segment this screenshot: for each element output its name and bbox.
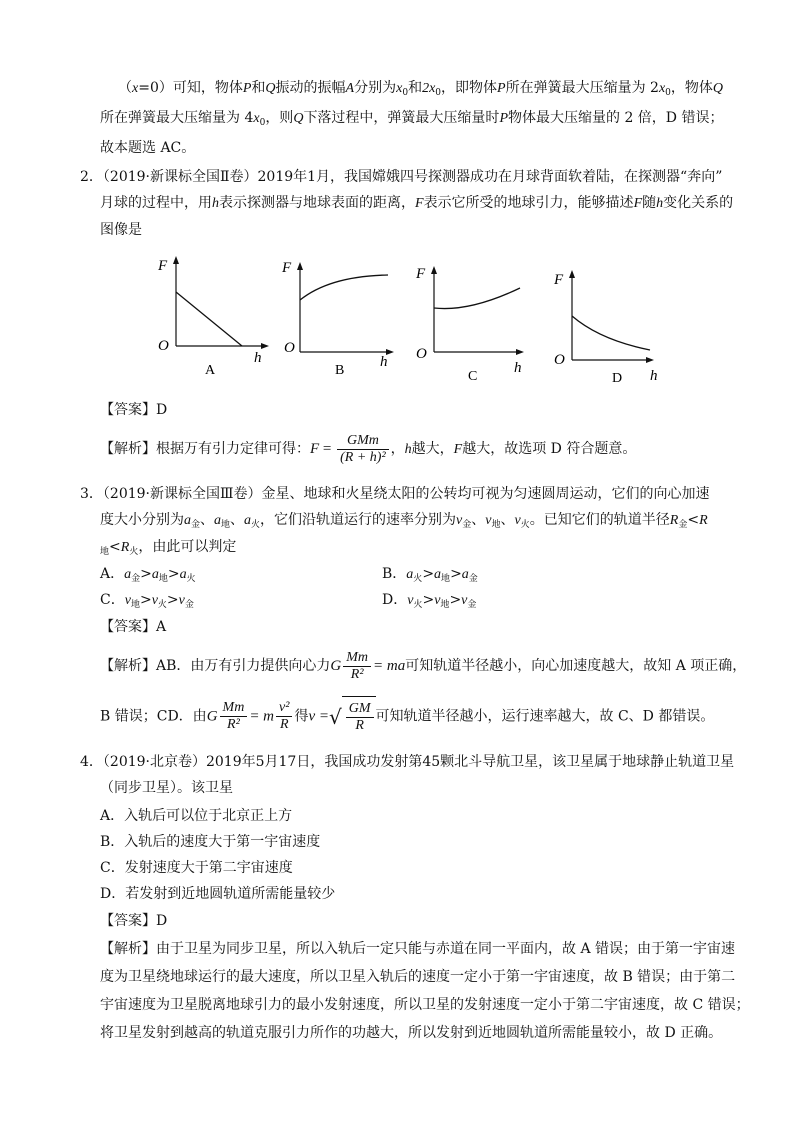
sym: v (124, 593, 131, 608)
subscript: 金 (184, 600, 194, 610)
sym: R (669, 513, 679, 528)
denominator: (R + h)² (340, 449, 386, 465)
q3-analysis-1 (100, 648, 746, 684)
subscript: 金 (678, 520, 688, 530)
q2-analysis: 【解析】根据万有引力定律可得：F = $\frac{\text{GMm}}{\text{(R + h)²}}$ ，h越大，F越大，故选项 D 符合题意。 (100, 432, 637, 465)
subscript: 0 (665, 88, 671, 98)
q3-option-c (100, 590, 194, 615)
text: F (415, 196, 424, 211)
subscript: 火 (251, 520, 261, 530)
axis-label-h: h (380, 354, 388, 370)
text: Q (265, 81, 276, 96)
text: 所在弹簧最大压缩量为 2 (505, 80, 659, 96)
axis-label-h: h (514, 360, 522, 376)
intro-line-1 (118, 78, 723, 103)
y-arrow (431, 266, 437, 274)
denominator: R² (227, 717, 240, 732)
gt: > (449, 592, 462, 608)
subscript: 火 (520, 520, 530, 530)
subscript: 金 (468, 574, 478, 584)
intro-line-3: 故本题选 AC。 (100, 140, 196, 156)
text: A (345, 81, 355, 96)
subscript: 火 (129, 547, 139, 557)
lt: < (687, 512, 700, 528)
sym: a (151, 567, 159, 582)
fraction (346, 701, 374, 734)
subscript: 金 (462, 520, 472, 530)
curve-linear (176, 292, 242, 346)
q3-line-2 (100, 510, 708, 535)
gt: > (140, 566, 152, 582)
text: 分别为 (354, 80, 397, 96)
text: 物体最大压缩量的 2 倍，D 错误； (508, 110, 724, 126)
formula-eq: = m (249, 708, 275, 725)
q4-analysis-1: 【解析】由于卫星为同步卫星，所以入轨后一定只能与赤道在同一平面内，故 A 错误；由于第一宇宙速 (100, 941, 736, 957)
sym: G (330, 658, 342, 674)
y-arrow (569, 270, 575, 278)
subscript: 火 (413, 600, 423, 610)
sym: v (434, 593, 441, 608)
numerator: Mm (220, 700, 248, 717)
graph-label: B (335, 363, 345, 378)
subscript: 火 (413, 574, 423, 584)
origin-label: O (158, 338, 169, 354)
text: 。已知它们的轨道半径 (529, 512, 670, 528)
fraction (337, 433, 389, 466)
curve-increasing (300, 275, 388, 300)
text: 变化关系的 (663, 195, 734, 211)
fraction (343, 650, 371, 683)
subscript: 金 (467, 600, 477, 610)
intro-line-2 (100, 108, 723, 133)
text: 月球的过程中，用 (100, 195, 212, 211)
origin-label: O (284, 340, 295, 356)
x-arrow (646, 357, 654, 363)
x-arrow (261, 343, 269, 349)
text: 表示探测器与地球表面的距离， (219, 195, 415, 211)
formula-eq: = (319, 441, 336, 457)
q4-option-d: D．若发射到近地圆轨道所需能量较少 (100, 886, 336, 902)
graph-label: A (205, 363, 216, 378)
q4-option-a: A．入轨后可以位于北京正上方 (100, 808, 293, 824)
subscript: 地 (130, 600, 140, 610)
sym: a (434, 567, 442, 582)
q2-line-2 (100, 193, 733, 214)
q4-option-c: C．发射速度大于第二宇宙速度 (100, 860, 293, 876)
text: h (656, 196, 664, 211)
q3-option-a (100, 564, 196, 589)
numerator: Mm (343, 650, 371, 667)
text: 下落过程中，弹簧最大压缩量时 (303, 110, 500, 126)
text: h (404, 442, 412, 457)
subscript: 0 (435, 88, 442, 98)
text: x (253, 111, 260, 126)
gt: > (167, 566, 180, 582)
subscript: 金 (131, 574, 141, 584)
text: 和 (251, 80, 266, 96)
q4-line-1: 4．（2019·北京卷）2019年5月17日，我国成功发射第45颗北斗导航卫星，该卫星属于地球静止轨道卫星 (80, 754, 735, 770)
numerator: GM (346, 701, 374, 718)
sep: 、 (230, 512, 245, 528)
q4-answer: 【答案】D (100, 913, 168, 929)
text: F (453, 442, 463, 457)
text: 得 (294, 708, 309, 725)
text: ，即物体 (441, 80, 498, 96)
sep: 、 (500, 512, 515, 528)
denominator: R (279, 717, 289, 732)
text: 越大， (411, 441, 454, 457)
sym: a (184, 513, 191, 528)
numerator: v² (276, 700, 292, 717)
gt: > (139, 592, 152, 608)
sym: a (461, 567, 469, 582)
curve-decreasing (572, 316, 650, 350)
formula-v: v = (308, 708, 329, 725)
formula-f: F (310, 441, 320, 457)
subscript: 0 (259, 118, 266, 128)
fraction (276, 700, 292, 733)
subscript: 火 (157, 600, 167, 610)
q2-line-3: 图像是 (100, 222, 142, 238)
subscript: 火 (186, 574, 196, 584)
gt: > (450, 566, 462, 582)
sym: a (214, 513, 222, 528)
sym: a (244, 513, 252, 528)
text: 所在弹簧最大压缩量为 4 (100, 110, 254, 126)
sym: R (699, 513, 708, 528)
subscript: 地 (491, 520, 501, 530)
text: ，则 (265, 110, 294, 126)
x-arrow (516, 349, 524, 355)
q3-line-3 (100, 537, 236, 562)
text: 【解析】根据万有引力定律可得： (100, 441, 310, 457)
sym: v (461, 593, 468, 608)
graph-d (550, 252, 680, 387)
q4-analysis-4: 将卫星发射到越高的轨道克服引力所作的功越大，所以发射到近地圆轨道所需能量较小，故 D 正确。 (100, 1025, 723, 1041)
gt: > (166, 592, 179, 608)
q4-line-2: （同步卫星）。该卫星 (100, 780, 233, 796)
sym: v (151, 593, 158, 608)
graph-label: D (612, 371, 623, 386)
q3-answer: 【答案】A (100, 619, 167, 635)
label: A． (100, 566, 125, 582)
formula-eq: = ma (373, 658, 406, 674)
text: P (497, 81, 506, 96)
axis-label-f: F (554, 272, 564, 288)
curve-rising (434, 288, 520, 309)
q3-option-b (382, 564, 478, 589)
label: D． (382, 592, 408, 608)
numerator: GMm (337, 433, 389, 450)
text: x (658, 81, 666, 96)
q4-analysis-2: 度为卫星绕地球运行的最大速度，所以卫星入轨后的速度一定小于第一宇宙速度，故 B 错误；由于第二 (100, 969, 736, 985)
sym: v (456, 513, 463, 528)
text: F (633, 196, 643, 211)
text: 可知轨道半径越小，运行速率越大，故 C、D 都错误。 (375, 708, 715, 725)
sym: a (179, 567, 187, 582)
text: （ (118, 80, 132, 96)
label: C． (100, 592, 125, 608)
q4-option-b: B．入轨后的速度大于第一宇宙速度 (100, 834, 321, 850)
text: B 错误；CD．由 (100, 708, 207, 725)
text: ，它们沿轨道运行的速率分别为 (260, 512, 457, 528)
origin-label: O (554, 352, 565, 368)
sqrt: √ $\frac{GM}{R}$ (329, 696, 376, 737)
subscript: 地 (221, 520, 231, 530)
q3-line-1: 3．（2019·新课标全国Ⅲ卷）金星、地球和火星绕太阳的公转均可视为匀速圆周运动，它们的向心加速 (80, 486, 710, 502)
axis-label-f: F (416, 266, 426, 282)
gt: > (422, 592, 435, 608)
q4-analysis-3: 宇宙速度为卫星脱离地球引力的最小发射速度，所以卫星的发射速度一定小于第二宇宙速度，故 C 错误； (100, 997, 750, 1013)
denominator: R (355, 717, 364, 733)
q2-answer: 【答案】D (100, 402, 168, 418)
origin-label: O (416, 346, 427, 362)
subscript: 地 (100, 547, 110, 557)
graph-b (280, 252, 410, 382)
text: =0）可知，物体 (138, 80, 243, 96)
text: ，物体 (670, 80, 713, 96)
q3-analysis-2 (100, 696, 714, 737)
gt: > (422, 566, 435, 582)
text: 振动的振幅 (275, 80, 346, 96)
subscript: 地 (440, 600, 450, 610)
text: 越大，故选项 D 符合题意。 (462, 441, 637, 457)
text: 可知轨道半径越小，向心加速度越大，故知 A 项正确， (405, 658, 747, 674)
q2-line-1: 2．（2019·新课标全国Ⅱ卷）2019年1月，我国嫦娥四号探测器成功在月球背面软着陆，在探测器“奔向” (80, 169, 723, 185)
sym: a (124, 567, 132, 582)
text: ，由此可以判定 (138, 539, 237, 555)
text: Q (712, 81, 724, 96)
sep: 、 (200, 512, 215, 528)
text: Q (293, 111, 304, 126)
label: B． (382, 566, 407, 582)
y-arrow (297, 262, 303, 270)
subscript: 地 (158, 574, 168, 584)
sep: 、 (471, 512, 486, 528)
axis-label-f: F (158, 258, 168, 274)
sym: v (178, 593, 185, 608)
fraction (220, 700, 248, 733)
text: 2x (422, 81, 436, 96)
graph-c (410, 252, 540, 382)
y-arrow (173, 256, 179, 264)
axis-label-h: h (254, 350, 262, 366)
sym: v (485, 513, 492, 528)
text: 【解析】AB．由万有引力提供向心力 (100, 658, 331, 674)
lt: < (109, 539, 121, 555)
text: 随 (642, 195, 657, 211)
sym: v (514, 513, 521, 528)
text: h (212, 196, 219, 211)
text: x (396, 81, 403, 96)
text: P (499, 111, 508, 126)
subscript: 金 (191, 520, 201, 530)
subscript: 0 (402, 88, 409, 98)
graph-label: C (468, 369, 478, 382)
text: 度大小分别为 (100, 512, 184, 528)
q3-option-d (382, 590, 476, 615)
text: 和 (408, 80, 423, 96)
subscript: 地 (441, 574, 451, 584)
sym: a (406, 567, 414, 582)
text: x (132, 81, 139, 96)
sym: R (120, 540, 130, 555)
denominator: R² (350, 666, 364, 682)
sym: v (407, 593, 414, 608)
text: 表示它所受的地球引力，能够描述 (423, 195, 634, 211)
graph-a (150, 252, 280, 382)
sym: G (206, 708, 218, 725)
axis-label-h: h (650, 368, 658, 384)
axis-label-f: F (282, 260, 292, 276)
text: P (242, 81, 252, 96)
